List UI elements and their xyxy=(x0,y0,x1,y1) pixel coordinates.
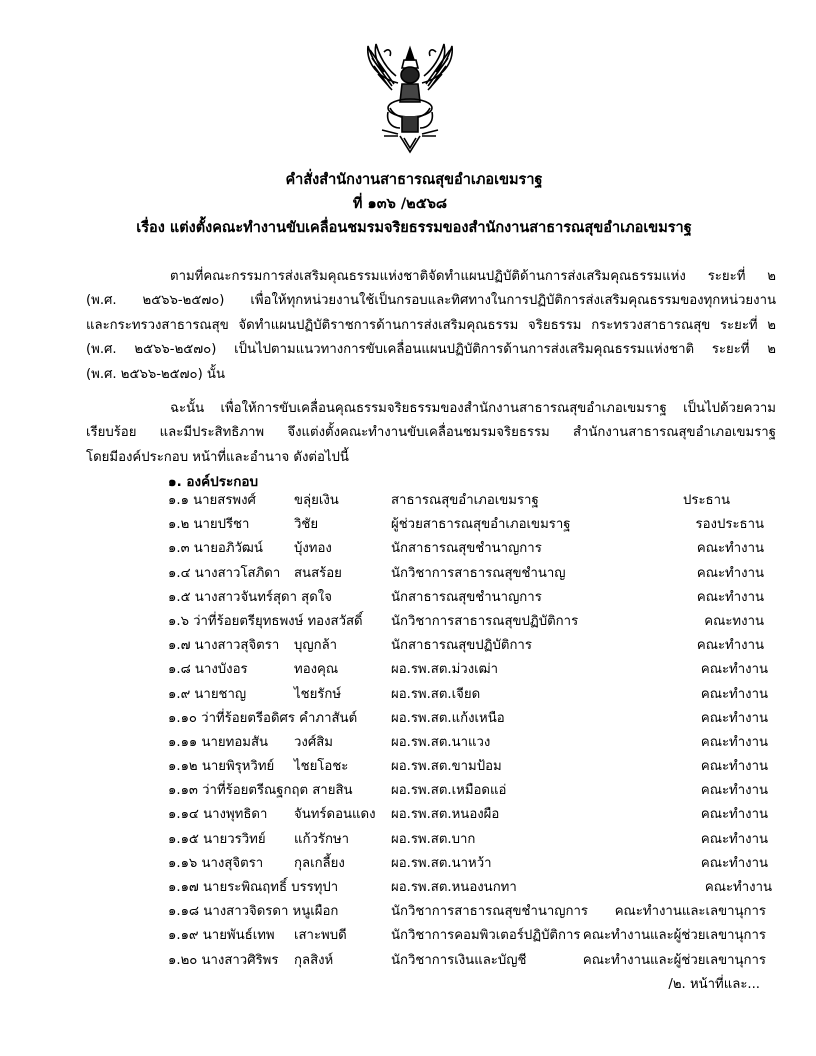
member-surname: วิชัย xyxy=(294,517,319,533)
member-position: นักวิชาการสาธารณสุขปฏิบัติการ xyxy=(391,613,579,629)
member-position: ผอ.รพ.สต.บาก xyxy=(391,831,476,847)
member-role: คณะทำงาน xyxy=(696,541,764,557)
member-role: คณะทำงาน xyxy=(700,759,768,775)
member-name: ๑.๑๗ นายระพิณฤทธิ์ บรรทุปา xyxy=(168,880,339,895)
member-position: ผอ.รพ.สต.นาแวง xyxy=(391,734,491,750)
member-position: นักวิชาการสาธารณสุขชำนาญ xyxy=(391,565,566,581)
member-surname: แก้วรักษา xyxy=(294,831,350,847)
member-name: ๑.๑ นายสรพงศ์ xyxy=(168,493,256,508)
member-row xyxy=(0,900,816,924)
member-row xyxy=(0,658,816,682)
member-role: คณะทำงาน xyxy=(696,589,764,605)
member-position: สาธารณสุขอำเภอเขมราฐ xyxy=(391,493,539,508)
member-position: ผอ.รพ.สต.เหมือดแอ่ xyxy=(391,783,507,799)
member-position: นักวิชาการคอมพิวเตอร์ปฏิบัติการ xyxy=(391,928,581,944)
member-row xyxy=(0,876,816,900)
member-name: ๑.๑๙ นายพันธ์เทพ xyxy=(168,928,275,944)
member-row xyxy=(0,731,816,755)
member-role: คณะทำงานและผู้ช่วยเลขานุการ xyxy=(582,928,766,944)
member-role: คณะทำงานและผู้ช่วยเลขานุการ xyxy=(582,952,766,968)
member-position: ผอ.รพ.สต.ม่วงเฒ่า xyxy=(391,662,498,678)
member-name: ๑.๑๔ นางพุทธิดา xyxy=(168,807,268,823)
member-position: นักสาธารณสุขชำนาญการ xyxy=(391,541,542,557)
member-role: คณะทำงานและเลขานุการ xyxy=(614,904,766,920)
member-row xyxy=(0,513,816,537)
member-position: ผอ.รพ.สต.หนองนกทา xyxy=(391,880,517,895)
member-surname: สนสร้อย xyxy=(294,565,342,581)
member-row xyxy=(0,779,816,803)
member-name: ๑.๑๐ ว่าที่ร้อยตรีอดิศร คำภาสันต์ xyxy=(168,710,358,726)
member-surname: ทองคุณ xyxy=(294,662,339,678)
member-position: ผู้ช่วยสาธารณสุขอำเภอเขมราฐ xyxy=(391,517,571,533)
paragraph-line: (พ.ศ. ๒๕๖๖-๒๕๗๐) เพื่อให้ทุกหน่วยงานใช้เป็นกรอบและทิศทางในการปฏิบัติการส่งเสริมคุณธรรมของทุกหน่วยงาน xyxy=(86,293,776,309)
member-position: ผอ.รพ.สต.นาหว้า xyxy=(391,855,492,871)
member-name: ๑.๙ นายชาญ xyxy=(168,686,247,702)
paragraph-resolution xyxy=(86,397,776,470)
member-surname: บุญกล้า xyxy=(294,638,338,654)
member-row xyxy=(0,586,816,610)
member-name: ๑.๗ นางสาวสุจิตรา xyxy=(168,638,280,654)
member-surname: ขลุ่ยเงิน xyxy=(294,493,339,508)
member-row xyxy=(0,803,816,827)
member-role: คณะทำงาน xyxy=(700,855,768,871)
member-role: ประธาน xyxy=(682,493,730,508)
member-surname: กุลเกลี้ยง xyxy=(294,855,345,871)
member-role: คณะทงาน xyxy=(704,613,764,629)
member-row xyxy=(0,562,816,586)
section-heading-composition: ๑. องค์ประกอบ xyxy=(168,474,259,490)
member-name: ๑.๑๕ นายวรวิทย์ xyxy=(168,831,266,847)
member-surname: กุลสิงห์ xyxy=(294,952,334,968)
member-role: คณะทำงาน xyxy=(704,880,772,895)
member-name: ๑.๕ นางสาวจันทร์สุดา สุดใจ xyxy=(168,589,332,605)
member-name: ๑.๘ นางบังอร xyxy=(168,662,248,678)
member-name: ๑.๑๓ ว่าที่ร้อยตรีณฐกฤต สายสิน xyxy=(168,783,353,799)
member-row xyxy=(0,924,816,948)
paragraph-line: โดยมีองค์ประกอบ หน้าที่และอำนาจ ดังต่อไปนี้ xyxy=(86,449,349,465)
member-name: ๑.๖ ว่าที่ร้อยตรียุทธพงษ์ ทองสวัสดิ์ xyxy=(168,613,363,629)
member-position: นักวิชาการเงินและบัญชี xyxy=(391,952,527,968)
member-row xyxy=(0,610,816,634)
member-surname: วงศ์สิม xyxy=(294,734,333,750)
paragraph-background xyxy=(86,265,776,387)
member-name: ๑.๒๐ นางสาวศิริพร xyxy=(168,952,279,968)
member-position: ผอ.รพ.สต.ขามป้อม xyxy=(391,759,502,775)
member-role: คณะทำงาน xyxy=(700,734,768,750)
member-role: คณะทำงาน xyxy=(700,662,768,678)
member-position: นักวิชาการสาธารณสุขชำนาญการ xyxy=(391,904,589,920)
member-name: ๑.๓ นายอภิวัฒน์ xyxy=(168,541,263,557)
member-list xyxy=(0,489,816,973)
member-role: คณะทำงาน xyxy=(700,686,768,702)
member-role: คณะทำงาน xyxy=(700,710,768,726)
member-position: ผอ.รพ.สต.หนองผือ xyxy=(391,807,500,823)
paragraph-line: (พ.ศ. ๒๕๖๖-๒๕๗๐) เป็นไปตามแนวทางการขับเคลื่อนแผนปฏิบัติการด้านการส่งเสริมคุณธรรมแห่งชาติ ระยะที่ ๒ xyxy=(86,342,776,358)
member-row xyxy=(0,683,816,707)
member-row xyxy=(0,489,816,513)
member-name: ๑.๑๘ นางสาวจิดรดา หนูเผือก xyxy=(168,904,339,920)
paragraph-line: (พ.ศ. ๒๕๖๖-๒๕๗๐) นั้น xyxy=(86,366,225,382)
member-role: คณะทำงาน xyxy=(700,831,768,847)
member-position: ผอ.รพ.สต.แก้งเหนือ xyxy=(391,710,505,726)
member-name: ๑.๑๖ นางสุจิตรา xyxy=(168,855,264,871)
member-row xyxy=(0,634,816,658)
member-row xyxy=(0,852,816,876)
member-name: ๑.๔ นางสาวโสภิดา xyxy=(168,565,281,581)
member-position: นักสาธารณสุขชำนาญการ xyxy=(391,589,542,605)
order-title: คำสั่งสำนักงานสาธารณสุขอำเภอเขมราฐ xyxy=(285,172,543,188)
member-row xyxy=(0,949,816,973)
paragraph-line: และกระทรวงสาธารณสุข จัดทำแผนปฏิบัติราชการด้านการส่งเสริมคุณธรรม จริยธรรม กระทรวงสาธารณสุข ระยะที่ ๒ xyxy=(86,317,776,333)
member-role: คณะทำงาน xyxy=(700,783,768,799)
member-name: ๑.๑๑ นายทอมสัน xyxy=(168,734,269,750)
order-subject: เรื่อง แต่งตั้งคณะทำงานขับเคลื่อนชมรมจริยธรรมของสำนักงานสาธารณสุขอำเภอเขมราฐ xyxy=(136,220,692,236)
member-surname: จันทร์ดอนแดง xyxy=(294,807,376,823)
garuda-emblem-icon xyxy=(358,28,462,158)
paragraph-line: ฉะนั้น เพื่อให้การขับเคลื่อนคุณธรรมจริยธรรมของสำนักงานสาธารณสุขอำเภอเขมราฐ เป็นไปด้วยความ xyxy=(170,401,776,416)
member-surname: ไชยรักษ์ xyxy=(294,686,342,702)
member-role: คณะทำงาน xyxy=(696,565,764,581)
member-role: คณะทำงาน xyxy=(700,807,768,823)
member-role: คณะทำงาน xyxy=(696,638,764,654)
member-row xyxy=(0,537,816,561)
member-surname: เสาะพบดี xyxy=(294,928,347,944)
paragraph-line: ตามที่คณะกรรมการส่งเสริมคุณธรรมแห่งชาติจัดทำแผนปฏิบัติด้านการส่งเสริมคุณธรรมแห่ง ระยะที่ ๒ xyxy=(170,269,776,284)
member-name: ๑.๑๒ นายพิรุหวิทย์ xyxy=(168,759,275,775)
member-row xyxy=(0,828,816,852)
member-row xyxy=(0,755,816,779)
member-surname: บุ้งทอง xyxy=(294,541,332,557)
member-role: รองประธาน xyxy=(695,517,764,533)
member-position: ผอ.รพ.สต.เจียด xyxy=(391,686,481,702)
order-number: ที่ ๑๓๖ /๒๕๖๘ xyxy=(352,196,448,212)
paragraph-line: เรียบร้อย และมีประสิทธิภาพ จึงแต่งตั้งคณะทำงานขับเคลื่อนชมรมจริยธรรม สำนักงานสาธารณสุขอำเภอเขมราฐ xyxy=(86,425,776,441)
member-row xyxy=(0,707,816,731)
member-surname: ไชยโอชะ xyxy=(294,759,349,775)
member-name: ๑.๒ นายปรีชา xyxy=(168,517,250,533)
continuation-marker: /๒. หน้าที่และ... xyxy=(668,977,760,992)
member-position: นักสาธารณสุขปฏิบัติการ xyxy=(391,638,532,654)
